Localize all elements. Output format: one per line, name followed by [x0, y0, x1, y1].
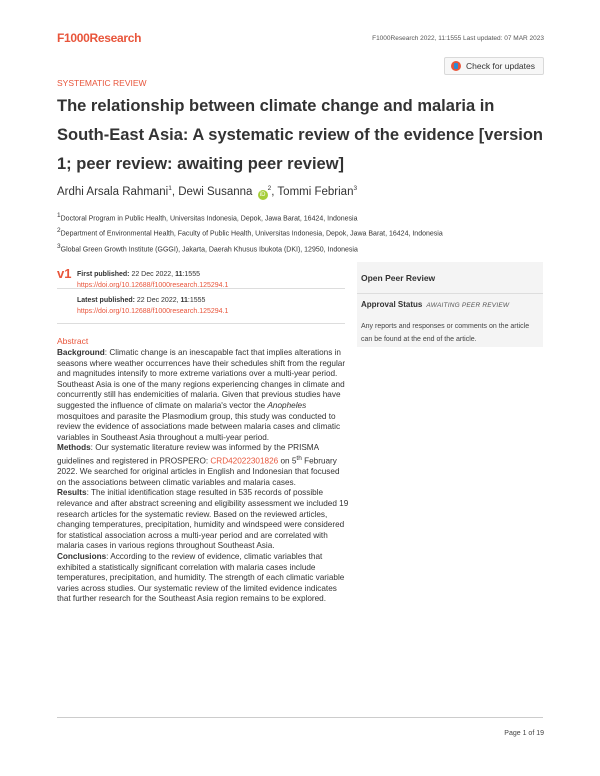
doi-link[interactable]: https://doi.org/10.12688/f1000research.125294.1: [77, 308, 229, 315]
author-name[interactable]: Tommi Febrian: [277, 185, 354, 198]
publication-info: First published: 22 Dec 2022, 11:1555 https://doi.org/10.12688/f1000research.125294.1 Latest published: 22 Dec 2022, 11:1555 https://doi.org/10.12688/f1000research.125294.1: [77, 271, 229, 315]
author-name[interactable]: Ardhi Arsala Rahmani: [57, 185, 169, 198]
crossmark-icon: [451, 61, 461, 71]
status-value: AWAITING PEER REVIEW: [426, 302, 510, 309]
footer-divider: [57, 717, 543, 718]
version-badge: v1: [57, 266, 72, 281]
divider: [57, 323, 345, 324]
doi-link[interactable]: https://doi.org/10.12688/f1000research.125294.1: [77, 282, 229, 289]
abstract-body: Background: Climatic change is an inescapable fact that implies alterations in seasons where weather occurrences have their schedules shift from the regular and magnitudes intensify to more extreme variations over a multi-year period. Southeast Asia is one of the many regions experiencing changes in climate and concurrently still has endemicities of malaria. Given that previous studies have suggested the influence of climate on malaria's vector the Anopheles mosquitoes and parasite the Plasmodium group, this study was conducted to review the evidence of associations made between malaria cases and climatic variables in Southeast Asia throughout a multi-year period. Methods: Our systematic literature review was informed by the PRISMA guidelines and registered in PROSPERO: CRD42022301826 on 5th February 2022. We searched for original articles in English and Indonesian that focused on the associations between climatic variables and malaria cases. Results: The initial identification stage resulted in 535 records of possible relevance and after abstract screening and eligibility assessment we included 19 research articles for the systematic review. Based on the reviewed articles, changing temperatures, precipitation, humidity and windspeed were considered for statistical association across a multi-year period and are correlated with malaria cases in various regions throughout Southeast Asia. Conclusions: According to the review of evidence, climatic variables that exhibited a statistically significant correlation with malaria cases include temperatures, precipitation, and humidity. The strength of each climatic variable varies across studies. Our systematic review of the limited evidence indicates that further research for the Southeast Asia region remains to be explored.: [57, 348, 349, 604]
peer-review-panel: [357, 262, 543, 347]
peer-review-heading: Open Peer Review: [361, 273, 436, 283]
author-list: Ardhi Arsala Rahmani$^1$, Dewi Susanna $iD^2$, Tommi Febrian$^3$: [57, 185, 358, 198]
citation-header: F1000Research 2022, 11:1555 Last updated: 07 MAR 2023: [372, 35, 544, 42]
article-title: The relationship between climate change and malaria in South-East Asia: A systematic review of the evidence [version 1; peer review: awaiting peer review]: [57, 97, 543, 173]
page-number: Page 1 of 19: [504, 730, 544, 737]
divider: [57, 288, 345, 289]
peer-review-note: Any reports and responses or comments on the article can be found at the end of the article.: [361, 323, 530, 343]
approval-status: Approval Status AWAITING PEER REVIEW: [361, 300, 510, 309]
check-for-updates-button[interactable]: [444, 57, 544, 75]
affiliations: $^1$Doctoral Program in Public Health, Universitas Indonesia, Depok, Jawa Barat, 16424, Indonesia $^2$Department of Environmental Health, Faculty of Public Health, Universitas Indonesia, Depok, Jawa Barat, 16424, Indonesia $^3$Global Green Growth Institute (GGGI), Jakarta, Daerah Khusus Ibukota (DKI), 12950, Indonesia: [57, 212, 443, 253]
abstract-heading: Abstract: [57, 336, 89, 346]
check-updates-label: Check for updates: [466, 61, 535, 71]
f1000-logo[interactable]: F1000Research: [57, 31, 142, 45]
prospero-link[interactable]: CRD42022301826: [210, 456, 279, 466]
author-name[interactable]: Dewi Susanna: [178, 185, 253, 198]
article-type-label: SYSTEMATIC REVIEW: [57, 78, 147, 88]
orcid-icon[interactable]: iD: [258, 190, 268, 200]
